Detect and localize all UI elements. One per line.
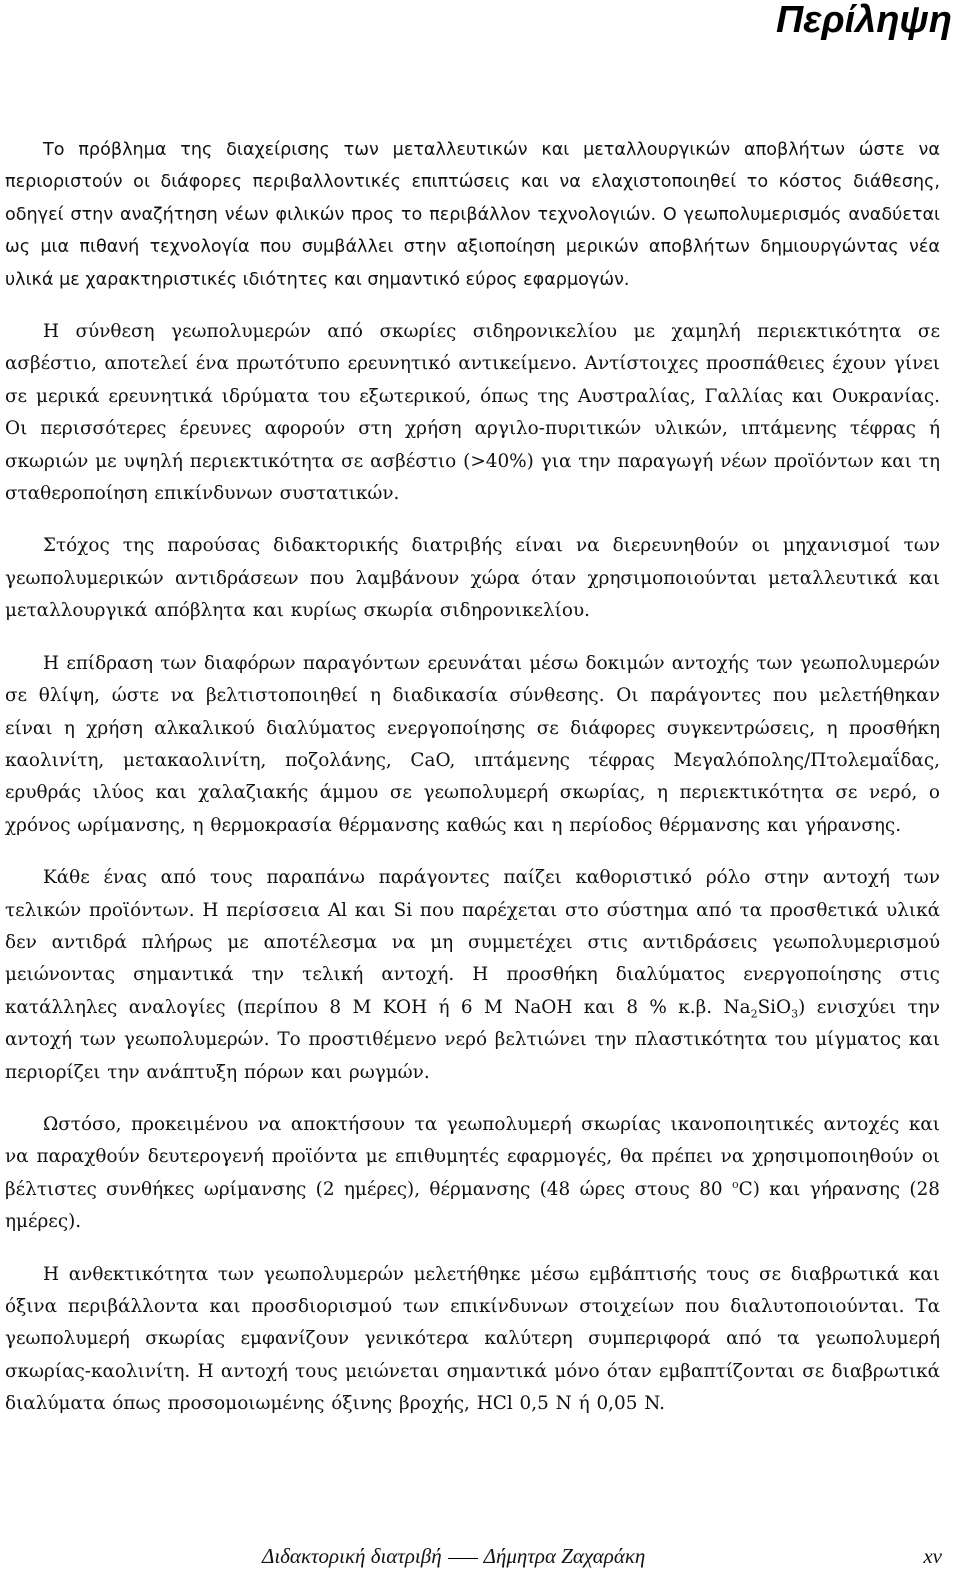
- paragraph-problem: [5, 134, 940, 296]
- paragraph-objective: [5, 530, 940, 627]
- paragraph-text: Η ανθεκτικότητα των γεωπολυμερών μελετήθηκε μέσω εμβάπτισής τους σε διαβρωτικά και όξινα περιβάλλοντα και προσδιορισμού των επικίνδυνων στοιχείων που διαλυτοποιούνται. Τα γεωπολυμερή σκωρίας εμφανίζουν γενικότερα καλύτερη συμπεριφορά από τα γεωπολυμερή σκωρίας-καολινίτη. Η αντοχή τους μειώνεται σημαντικά μόνο όταν εμβαπτίζονται σε διαβρωτικά διαλύματα όπως προσομοιωμένης όξινης βροχής, HCl 0,5 N ή 0,05 N.: [5, 1263, 940, 1415]
- paragraph-text: Η επίδραση των διαφόρων παραγόντων ερευνάται μέσω δοκιμών αντοχής των γεωπολυμερών σε θλίψη, ώστε να βελτιστοποιηθεί η διαδικασία σύνθεσης. Οι παράγοντες που μελετήθηκαν είναι η χρήση αλκαλικού διαλύματος ενεργοποίησης σε διάφορες συγκεντρώσεις, η προσθήκη καολινίτη, μετακαολινίτη, ποζολάνης, CaO, ιπτάμενης τέφρας Μεγαλόπολης/Πτολεμαΐδας, ερυθράς ιλύος και χαλαζιακής άμμου σε γεωπολυμερή σκωρίας, η περιεκτικότητα σε νερό, ο χρόνος ωρίμανσης, η θερμοκρασία θέρμανσης καθώς και η περίοδος θέρμανσης και γήρανσης.: [5, 652, 940, 836]
- paragraph-factors: [5, 648, 940, 842]
- paragraph-durability: [5, 1259, 940, 1421]
- footer-dash: [448, 1558, 478, 1559]
- footer-caption: [262, 1543, 645, 1569]
- page-number: xv: [923, 1544, 942, 1568]
- footer-author: Δήμητρα Ζαχαράκη: [483, 1544, 646, 1568]
- page-title: Περίληψη: [776, 0, 952, 41]
- footer-thesis: Διδακτορική διατριβή: [262, 1544, 442, 1568]
- paragraph-strength: [5, 862, 940, 1089]
- paragraph-text: Η σύνθεση γεωπολυμερών από σκωρίες σιδηρονικελίου με χαμηλή περιεκτικότητα σε ασβέστιο, αποτελεί ένα πρωτότυπο ερευνητικό αντικείμενο. Αντίστοιχες προσπάθειες έχουν γίνει σε μερικά ερευνητικά ιδρύματα του εξωτερικού, όπως της Αυστραλίας, Γαλλίας και Ουκρανίας. Οι περισσότερες έρευνες αφορούν στη χρήση αργιλο-πυριτικών υλικών, ιπτάμενης τέφρας ή σκωριών με υψηλή περιεκτικότητα σε ασβέστιο (>40%) για την παραγωγή νέων προϊόντων και τη σταθεροποίηση επικίνδυνων συστατικών.: [5, 321, 940, 505]
- subscript: 3: [791, 1007, 799, 1021]
- paragraph-text: C) και γήρανσης (28 ημέρες).: [5, 1178, 940, 1233]
- paragraph-conditions: [5, 1109, 940, 1239]
- paragraph-text: Κάθε ένας από τους παραπάνω παράγοντες παίζει καθοριστικό ρόλο στην αντοχή των τελικών προϊόντων. Η περίσσεια Al και Si που παρέχεται στο σύστημα από τα προσθετικά υλικά δεν αντιδρά πλήρως με αποτέλεσμα να μη συμμετέχει στις αντιδράσεις γεωπολυμερισμού μειώνοντας σημαντικά την τελική αντοχή. Η προσθήκη διαλύματος ενεργοποίησης στις κατάλληλες αναλογίες (περίπου 8 M KOH ή 6 M NaOH και 8 % κ.β. Na: [5, 867, 940, 1018]
- subscript: 2: [750, 1007, 758, 1021]
- paragraph-text: ) ενισχύει την αντοχή των γεωπολυμερών. Το προστιθέμενο νερό βελτιώνει την πλαστικότητα του μίγματος και περιορίζει την ανάπτυξη πόρων και ρωγμών.: [5, 996, 940, 1083]
- paragraph-synthesis: [5, 316, 940, 510]
- page-footer: [0, 1543, 960, 1573]
- document-body: [5, 134, 940, 1441]
- paragraph-text: Ωστόσο, προκειμένου να αποκτήσουν τα γεωπολυμερή σκωρίας ικανοποιητικές αντοχές και να παραχθούν δευτερογενή προϊόντα με επιθυμητές εφαρμογές, θα πρέπει να χρησιμοποιηθούν οι βέλτιστες συνθήκες ωρίμανσης (2 ημέρες), θέρμανσης (48 ώρες στους 80: [5, 1113, 940, 1200]
- paragraph-text: Το πρόβλημα της διαχείρισης των μεταλλευτικών και μεταλλουργικών αποβλήτων ώστε να περιοριστούν οι διάφορες περιβαλλοντικές επιπτώσεις και να ελαχιστοποιηθεί το κόστος διάθεσης, οδηγεί στην αναζήτηση νέων φιλικών προς το περιβάλλον τεχνολογιών. Ο γεωπολυμερισμός αναδύεται ως μια πιθανή τεχνολογία που συμβάλλει στην αξιοποίηση μερικών αποβλήτων δημιουργώντας νέα υλικά με χαρακτηριστικές ιδιότητες και σημαντικό εύρος εφαρμογών.: [5, 140, 940, 290]
- paragraph-text: Στόχος της παρούσας διδακτορικής διατριβής είναι να διερευνηθούν οι μηχανισμοί των γεωπολυμερικών αντιδράσεων που λαμβάνουν χώρα όταν χρησιμοποιούνται μεταλλευτικά και μεταλλουργικά απόβλητα και κυρίως σκωρία σιδηρονικελίου.: [5, 535, 940, 622]
- superscript: o: [732, 1177, 739, 1191]
- paragraph-text: SiO: [757, 996, 792, 1018]
